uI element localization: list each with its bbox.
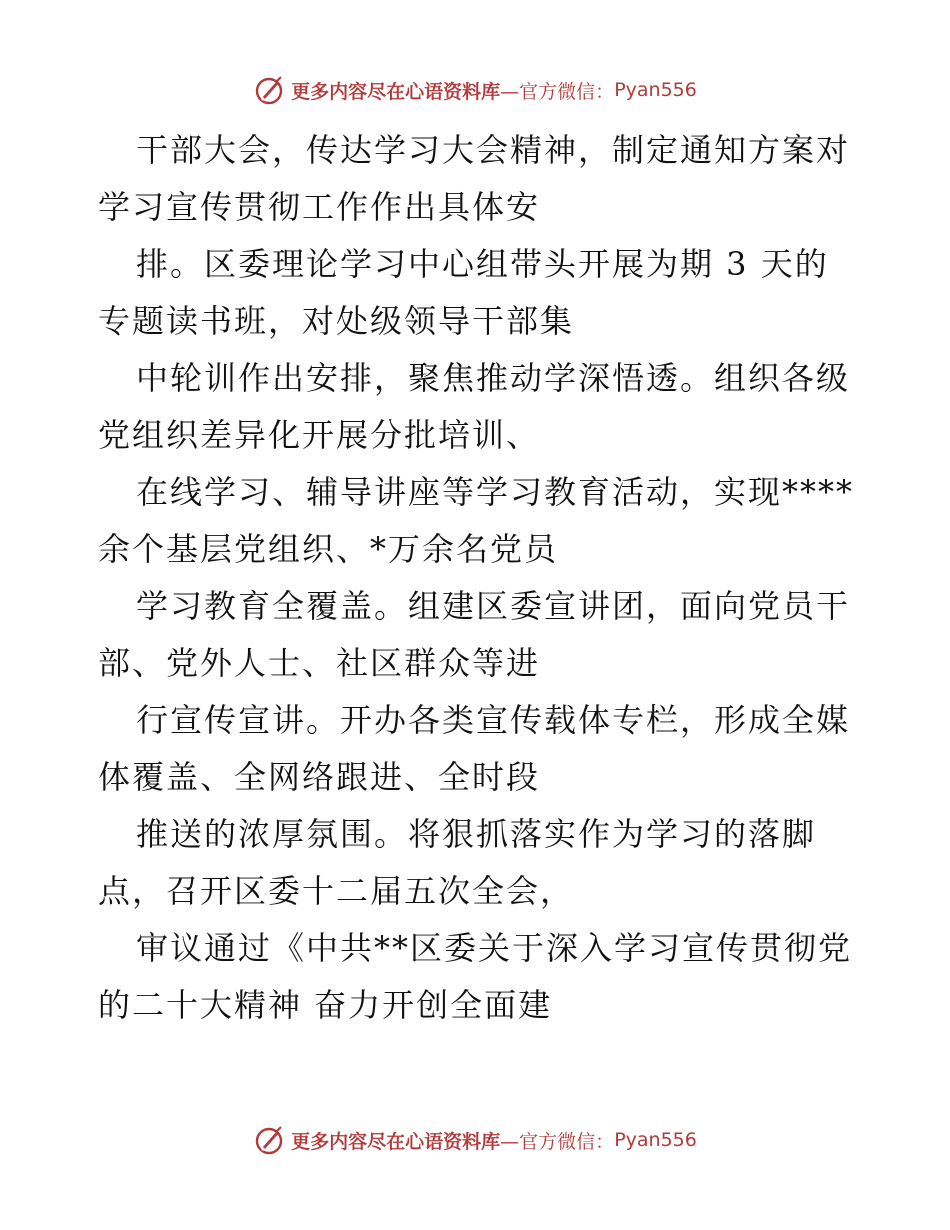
text-line: 学习宣传贯彻工作作出具体安 xyxy=(98,188,541,226)
text-line: 中轮训作出安排，聚焦推动学深悟透。组织各级 xyxy=(136,359,851,397)
banner-separator: —官方微信： xyxy=(500,1130,615,1153)
banner-title: 更多内容尽在心语资料库 xyxy=(291,1130,501,1153)
header-banner xyxy=(0,70,950,110)
text-line: 在线学习、辅导讲座等学习教育活动，实现**** xyxy=(136,473,855,511)
text-line: 学习教育全覆盖。组建区委宣讲团，面向党员干 xyxy=(136,587,851,625)
text-line: 排。区委理论学习中心组带头开展为期 3 天的 xyxy=(136,245,829,283)
text-line: 余个基层党组织、*万余名党员 xyxy=(98,530,559,568)
quill-pen-logo-icon xyxy=(253,1124,285,1156)
text-line: 党组织差异化开展分批培训、 xyxy=(98,416,541,454)
text-line: 干部大会，传达学习大会精神，制定通知方案对 xyxy=(136,131,851,169)
banner-wechat-id: Pyan556 xyxy=(614,79,697,101)
text-line: 推送的浓厚氛围。将狠抓落实作为学习的落脚 xyxy=(136,815,817,853)
text-line: 体覆盖、全网络跟进、全时段 xyxy=(98,758,541,796)
quill-pen-logo-icon xyxy=(253,74,285,106)
text-line: 部、党外人士、社区群众等进 xyxy=(98,644,541,682)
text-line: 点，召开区委十二届五次全会， xyxy=(98,872,575,910)
banner-separator: —官方微信： xyxy=(500,80,615,103)
text-line: 审议通过《中共**区委关于深入学习宣传贯彻党 xyxy=(136,929,853,967)
footer-banner xyxy=(0,1120,950,1160)
text-line: 的二十大精神 奋力开创全面建 xyxy=(98,986,553,1024)
text-line: 专题读书班，对处级领导干部集 xyxy=(98,302,575,340)
banner-title: 更多内容尽在心语资料库 xyxy=(291,80,501,103)
body-text xyxy=(98,122,858,1034)
banner-wechat-id: Pyan556 xyxy=(614,1129,697,1151)
text-line: 行宣传宣讲。开办各类宣传载体专栏，形成全媒 xyxy=(136,701,851,739)
